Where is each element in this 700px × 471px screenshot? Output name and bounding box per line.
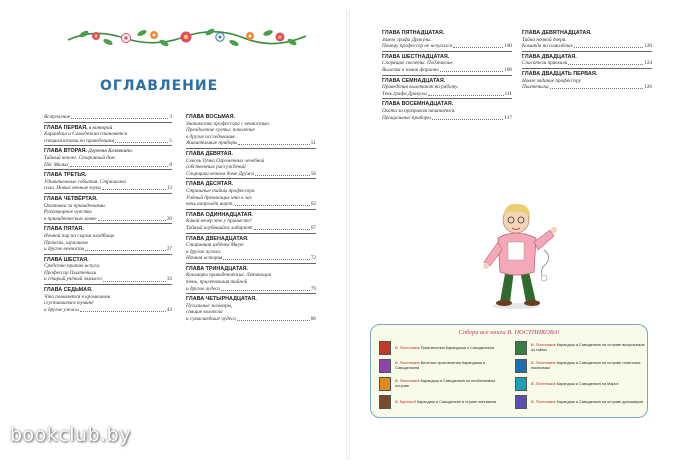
toc-line[interactable] (186, 249, 316, 256)
toc-line[interactable] (44, 276, 172, 283)
series-title: Собери все книги В. ПОСТНИКОВА! (458, 329, 560, 336)
book-author: В. Постников (395, 379, 421, 384)
toc-line-text: Пыхтеныхи (522, 84, 549, 91)
chapter-heading (522, 71, 652, 78)
page-number: 56 (310, 170, 316, 177)
toc-line[interactable] (44, 307, 172, 314)
leader-dots (432, 115, 504, 120)
chapter-number: ГЛАВА ВОСЬМАЯ. (186, 114, 235, 120)
chapter-heading (186, 212, 316, 219)
toc-column-3 (382, 30, 512, 121)
toc-line[interactable] (186, 164, 316, 171)
leader-dots (428, 91, 504, 96)
leader-dots (70, 162, 169, 167)
toc-line[interactable] (186, 286, 316, 293)
entry-divider (44, 145, 172, 146)
toc-column-1 (44, 114, 172, 313)
toc-line-text: ночь напролёт ищет. (186, 201, 234, 208)
toc-line-text: Вступление (44, 114, 71, 120)
toc-line[interactable] (44, 300, 172, 307)
chapter-heading (382, 78, 512, 85)
book-caption (395, 379, 509, 388)
toc-line[interactable] (382, 43, 512, 50)
leader-dots (574, 43, 643, 48)
toc-line-text: Удивительные события. Страшилка (44, 178, 127, 185)
toc-entry (44, 122, 172, 145)
book-cover-icon (379, 359, 391, 373)
series-book[interactable] (515, 359, 645, 373)
leader-dots (80, 307, 166, 312)
toc-line[interactable] (186, 303, 316, 310)
chapter-heading (382, 54, 512, 61)
leader-dots (223, 255, 309, 260)
page-number: 126 (644, 84, 652, 91)
toc-line[interactable] (44, 155, 172, 162)
leader-dots (235, 201, 310, 206)
toc-line[interactable] (186, 134, 316, 141)
toc-entry (186, 233, 316, 262)
series-book[interactable] (379, 377, 509, 391)
page-title: ОГЛАВЛЕНИЕ (100, 78, 219, 94)
toc-line-text: и старый учёный замысел (44, 276, 102, 283)
toc-line-text: Старинная избёнка Мяут (186, 242, 244, 249)
chapter-number: ГЛАВА ВОСЕМНАДЦАТАЯ. (382, 101, 454, 108)
book-cover-icon (379, 341, 391, 355)
toc-line[interactable] (186, 201, 316, 208)
chapter-number: ГЛАВА ПЯТАЯ. (44, 226, 84, 233)
toc-line-text: и другие пугала. (186, 248, 222, 255)
chapter-number: ГЛАВА ВТОРАЯ. (44, 148, 88, 155)
toc-line[interactable] (186, 225, 316, 232)
page-number: 33 (166, 276, 172, 283)
book-caption (531, 382, 619, 387)
entry-divider (186, 209, 316, 210)
leader-dots (85, 246, 165, 251)
page-number: 27 (166, 246, 172, 253)
toc-line[interactable] (522, 37, 652, 44)
leader-dots (71, 114, 168, 119)
book-title: Карандаш и Самоделкин на острове выпускников из тайны (531, 343, 645, 352)
toc-line-text: Что появляется в кромешном (44, 293, 111, 300)
site-watermark: bookclub.by (10, 424, 131, 446)
toc-line[interactable] (186, 272, 316, 279)
chapter-subtitle: Деревня Козявкино. (87, 148, 134, 155)
book-title: Карандаш и Самоделкин на острове гигантских насекомых (531, 361, 641, 370)
toc-line[interactable] (44, 138, 172, 145)
toc-line[interactable] (382, 108, 512, 115)
toc-entry (44, 223, 172, 252)
chapter-number: ГЛАВА ЧЕТЫРНАДЦАТАЯ. (186, 296, 257, 303)
book-author: В. Постников (395, 345, 421, 350)
book-author: В. Постников (395, 361, 421, 366)
chapter-number: ГЛАВА ДЕСЯТАЯ. (186, 181, 234, 188)
toc-entry (382, 30, 512, 50)
chapter-number: ГЛАВА ТРЕТЬЯ. (44, 172, 87, 179)
entry-divider (44, 284, 172, 285)
chapter-heading (186, 266, 316, 273)
toc-line-text: Охотники за привидениями. (44, 202, 107, 209)
entry-divider (186, 263, 316, 264)
toc-line[interactable] (522, 43, 652, 50)
toc-line-text: Пёс Малых (44, 161, 69, 168)
toc-line-text: Новое задание профессору (522, 77, 581, 84)
chapter-number: ГЛАВА ЧЕТВЁРТАЯ. (44, 195, 98, 202)
chapter-number: ГЛАВА ШЕСТАЯ. (44, 256, 89, 263)
chapter-heading (186, 236, 316, 243)
toc-line-text: Тайный ночлег. Старинный дом. (44, 154, 116, 161)
toc-line[interactable] (382, 91, 512, 98)
chapter-heading (186, 114, 316, 121)
series-promo-box (370, 324, 648, 418)
toc-line[interactable] (44, 179, 172, 186)
toc-line[interactable] (44, 209, 172, 216)
toc-line[interactable] (44, 246, 172, 253)
toc-line-text: тень, прилетевшая тайной (186, 279, 248, 286)
toc-line-text: спящие колокола (186, 309, 223, 316)
leader-dots (115, 138, 168, 143)
toc-entry (382, 75, 512, 98)
toc-line-text: Ночной пир на сыром кладбище. (44, 232, 116, 239)
toc-line-text: Приведения вылетают на работу. (382, 84, 459, 91)
chapter-heading (44, 148, 172, 155)
toc-line-text: Рукотворное чувство (44, 209, 92, 216)
chapter-heading (44, 287, 172, 294)
toc-line-text: Карандаш и Самоделкин становятся (44, 131, 127, 138)
chapter-number: ГЛАВА ДЕВЯТНАДЦАТАЯ. (522, 30, 592, 36)
toc-entry (44, 145, 172, 168)
entry-divider (186, 293, 316, 294)
page-number: 20 (166, 215, 172, 222)
chapter-number: ГЛАВА СЕМНАДЦАТАЯ. (382, 77, 446, 84)
entry-divider (186, 233, 316, 234)
book-cover-icon (379, 395, 391, 409)
book-caption (531, 400, 643, 405)
toc-line-text: Сквозь Тучки Огромённых лечебной (186, 157, 265, 164)
entry-divider (44, 223, 172, 224)
chapter-heading (186, 296, 316, 303)
page-number: 67 (310, 224, 316, 231)
toc-line-text: Тень графа Дракулы (382, 90, 427, 97)
chapter-heading (44, 226, 172, 233)
leader-dots (453, 43, 503, 48)
chapter-subtitle: в которой (87, 124, 113, 131)
toc-line-text: Пугальные заговоры, (186, 302, 233, 309)
toc-entry (186, 263, 316, 292)
toc-line-text: Спасатели приехали (522, 60, 568, 67)
entry-divider (522, 51, 652, 52)
page-number: 8 (169, 161, 172, 168)
toc-line-text: Вылазка в замок фараона (382, 66, 439, 73)
toc-line[interactable] (186, 140, 316, 147)
toc-line-text: и другие вечности (44, 246, 85, 253)
book-title: Весёлые приключения Карандаша и Самоделкина (395, 361, 486, 370)
series-book[interactable] (515, 377, 645, 391)
toc-entry (522, 30, 652, 50)
book-cover-icon (379, 377, 391, 391)
entry-divider (186, 178, 316, 179)
leader-dots (254, 225, 310, 230)
entry-divider (44, 169, 172, 170)
toc-line-text: и сумасшедшие чудеса (186, 316, 236, 323)
leader-dots (550, 84, 644, 89)
toc-line[interactable] (522, 84, 652, 91)
leader-dots (440, 67, 503, 72)
leader-dots (568, 60, 643, 65)
toc-line[interactable] (44, 270, 172, 277)
page-gutter (346, 10, 350, 460)
toc-line[interactable] (186, 127, 316, 134)
entry-divider (44, 254, 172, 255)
toc-line[interactable] (44, 162, 172, 169)
toc-line-text: и другие чудеса (186, 285, 221, 292)
chapter-heading (44, 196, 172, 203)
toc-line[interactable] (382, 67, 512, 74)
toc-line-text: сгустившемся тумане (44, 300, 94, 307)
toc-line[interactable] (186, 195, 316, 202)
book-caption (395, 400, 496, 405)
toc-line[interactable] (44, 233, 172, 240)
book-author: В. Постников (531, 399, 557, 404)
page-number: 86 (310, 316, 316, 323)
toc-line-text: Живительные приборы (186, 140, 238, 147)
character-illustration (470, 190, 560, 310)
book-title: Карандаш и Самоделкин на Марсе (556, 381, 619, 386)
entry-divider (522, 68, 652, 69)
toc-entry (44, 169, 172, 192)
toc-line[interactable] (186, 279, 316, 286)
page-number: 3 (169, 114, 172, 120)
entry-divider (186, 148, 316, 149)
chapter-heading (382, 101, 512, 108)
chapter-number: ГЛАВА ДВЕНАДЦАТАЯ. (186, 235, 249, 242)
book-caption (395, 361, 509, 370)
toc-line-text: Спорщики вечном доме Дружи (186, 170, 254, 177)
toc-line[interactable] (186, 255, 316, 262)
toc-line-text: в другие исследования. (186, 133, 236, 140)
entry-divider (382, 51, 512, 52)
toc-line-text: Тайна ночной двери. (522, 36, 567, 43)
leader-dots (238, 140, 309, 145)
chapter-heading (186, 151, 316, 158)
book-cover-icon (515, 377, 527, 391)
book-author: В. Постников (531, 361, 557, 366)
toc-entry (186, 148, 316, 177)
book-cover-icon (515, 341, 527, 355)
toc-line-text: в привиденческом замке (44, 215, 97, 222)
toc-line[interactable] (186, 242, 316, 249)
toc-line-text: и другие ужасы (44, 306, 79, 313)
toc-line[interactable] (186, 121, 316, 128)
book-cover-icon (515, 395, 527, 409)
series-book[interactable] (379, 395, 509, 409)
toc-line[interactable] (44, 216, 172, 223)
toc-line-text: Почему профессор не испугался (382, 43, 453, 50)
book-caption (531, 343, 645, 352)
leader-dots (255, 171, 310, 176)
page-number: 79 (310, 285, 316, 292)
chapter-number: ГЛАВА ДВАДЦАТЬ ПЕРВАЯ. (522, 70, 598, 77)
toc-line[interactable] (186, 309, 316, 316)
page-number: 43 (166, 306, 172, 313)
chapter-heading (44, 257, 172, 264)
toc-line[interactable] (382, 60, 512, 67)
toc-line-text: Прощальные приборы (382, 114, 431, 121)
book-author: В. Постников (531, 343, 557, 348)
toc-entry (186, 293, 316, 322)
toc-entry (522, 68, 652, 91)
toc-entry (44, 114, 172, 121)
toc-line-text: Профессор Пыхтеныхи (44, 269, 97, 276)
book-author: В. Крупский (395, 399, 417, 404)
book-cover-icon (515, 359, 527, 373)
chapter-number: ГЛАВА ОДИННАДЦАТАЯ. (186, 211, 253, 218)
toc-line[interactable] (186, 158, 316, 165)
chapter-heading (44, 125, 172, 132)
book-caption (531, 361, 645, 370)
book-title: Карандаш и Самоделкин на необитаемом острове (395, 379, 495, 388)
toc-line-text: Охота за призраком начинается. (382, 107, 456, 114)
toc-line[interactable] (44, 294, 172, 301)
toc-line-text: Кошмары привиденческих. Летающая (186, 272, 272, 279)
toc-line-text: Какой вечер это у пришеств? (186, 218, 253, 225)
toc-line-text: специалистами по приведениям (44, 137, 115, 144)
toc-line[interactable] (44, 263, 172, 270)
toc-entry (186, 178, 316, 207)
toc-line[interactable] (186, 171, 316, 178)
chapter-heading (186, 181, 316, 188)
toc-line-text: Спорящие скелеты. Подземелье. (382, 60, 454, 67)
toc-line-text: сила. Новые ночные звуки (44, 185, 101, 192)
toc-line-text: Команда на самолётах (522, 43, 573, 50)
chapter-heading (522, 54, 652, 61)
page-number: 111 (504, 90, 512, 97)
leader-dots (103, 276, 166, 281)
toc-entry (382, 51, 512, 74)
toc-entry (522, 51, 652, 67)
toc-line-text: Средство против испуга. (44, 263, 101, 270)
series-book[interactable] (379, 359, 509, 373)
entry-divider (382, 75, 512, 76)
chapter-number: ГЛАВА ШЕСТНАДЦАТАЯ. (382, 53, 450, 60)
chapter-heading (382, 30, 512, 37)
page-number: 62 (310, 201, 316, 208)
chapter-number: ГЛАВА ТРИНАДЦАТАЯ. (186, 265, 248, 272)
book-title: Приключения Карандаша и Самоделкина (420, 345, 495, 350)
series-book[interactable] (379, 341, 509, 355)
series-book[interactable] (515, 395, 645, 409)
toc-line[interactable] (44, 240, 172, 247)
leader-dots (237, 316, 310, 321)
page-number: 72 (310, 255, 316, 262)
book-caption (395, 346, 494, 351)
book-title: Карандаш и Самоделкин в стране пингвинов (416, 399, 497, 404)
chapter-heading (44, 172, 172, 179)
toc-entry (186, 209, 316, 232)
page-number: 120 (644, 43, 652, 50)
toc-line[interactable] (186, 188, 316, 195)
leader-dots (102, 185, 166, 190)
leader-dots (221, 286, 310, 291)
entry-divider (44, 193, 172, 194)
leader-dots (98, 216, 166, 221)
toc-entry (186, 114, 316, 147)
toc-line-text: собственных рассуждений (186, 164, 246, 171)
page-number: 124 (644, 60, 652, 67)
toc-line-text: Знакомство профессора с вечностью. (186, 120, 271, 127)
page-number: 13 (166, 185, 172, 192)
toc-line[interactable] (382, 84, 512, 91)
toc-line-text: Проказы, шумливые (44, 239, 89, 246)
entry-divider (44, 122, 172, 123)
chapter-number: ГЛАВА СЕДЬМАЯ. (44, 287, 93, 294)
toc-line[interactable] (186, 316, 316, 323)
page-number: 100 (504, 43, 512, 50)
toc-line-text: Тайный клубящийся лабиринт (186, 224, 253, 231)
toc-entry (44, 284, 172, 313)
toc-line[interactable] (44, 131, 172, 138)
page-number: 117 (504, 114, 512, 121)
toc-line[interactable] (382, 115, 512, 122)
toc-line[interactable] (522, 60, 652, 67)
chapter-number: ГЛАВА ПЕРВАЯ, (44, 124, 88, 131)
toc-line[interactable] (382, 37, 512, 44)
page-number: 51 (310, 140, 316, 147)
toc-entry (44, 193, 172, 222)
toc-line-text: Учёный дремлющих что в лаз (186, 194, 252, 201)
chapter-number: ГЛАВА ДЕВЯТАЯ. (186, 150, 233, 157)
toc-column-2 (186, 114, 316, 323)
toc-line[interactable] (44, 203, 172, 210)
chapter-number: ГЛАВА ПЯТНАДЦАТАЯ. (382, 30, 445, 36)
toc-line-text: Преодоление суеты: поколение (186, 127, 255, 134)
toc-line[interactable] (44, 185, 172, 192)
toc-line-text: Страшные тайны профессора. (186, 187, 256, 194)
toc-column-4 (522, 30, 652, 91)
toc-line[interactable] (522, 78, 652, 85)
page-number: 106 (504, 66, 512, 73)
chapter-number: ГЛАВА ДВАДЦАТАЯ. (522, 53, 577, 60)
toc-line[interactable] (186, 218, 316, 225)
toc-entry (382, 98, 512, 121)
series-book[interactable] (515, 341, 645, 355)
toc-line[interactable] (44, 114, 172, 121)
toc-line-text: Замок графа Дракулы. (382, 36, 432, 43)
chapter-heading (522, 30, 652, 37)
toc-entry (44, 254, 172, 283)
book-title: Карандаш и Самоделкин на острове динозавров (556, 399, 643, 404)
book-author: В. Постников (531, 381, 557, 386)
page-number: 5 (169, 137, 172, 144)
toc-line-text: Ночная история (186, 255, 223, 262)
floral-ornament-icon (64, 22, 310, 52)
entry-divider (382, 98, 512, 99)
